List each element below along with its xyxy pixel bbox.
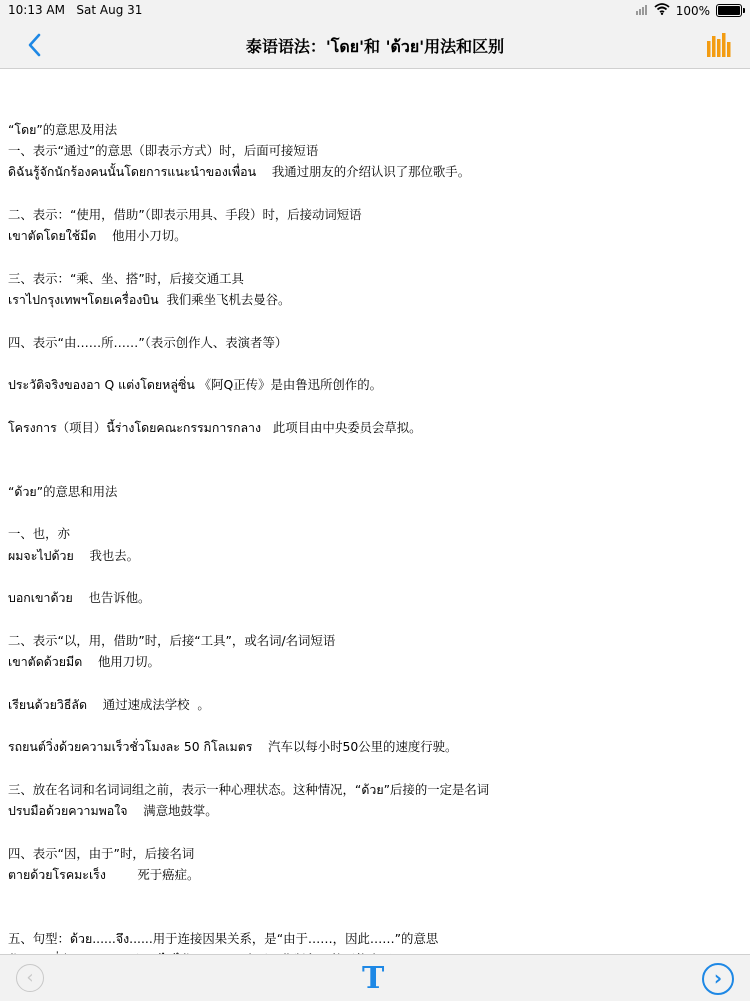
status-time: 10:13 AM Sat Aug 31 — [8, 3, 143, 17]
font-size-button[interactable]: T — [362, 961, 385, 996]
content-line — [8, 502, 742, 523]
content-line — [8, 353, 742, 374]
content-line: 二、表示“以，用，借助”时，后接“工具”，或名词/名词短语 — [8, 632, 336, 648]
content-line: 一、表示“通过”的意思（即表示方式）时，后面可接短语 — [8, 142, 319, 158]
content-line: เรียนด้วยวิธีลัด 通过速成法学校 。 — [8, 696, 210, 712]
content-line — [8, 608, 742, 629]
content-line: ปรบมือด้วยความพอใจ 满意地鼓掌。 — [8, 803, 218, 819]
content-line: 三、表示：“乘、坐、搭”时，后接交通工具 — [8, 270, 244, 286]
wifi-icon — [654, 3, 670, 18]
content-line: ดิฉันรู้จักนักร้องคนนั้นโดยการแนะนำของเพื่อน 我通过朋友的介绍认识了那位歌手。 — [8, 164, 471, 180]
content-line: รถยนต์วิ่งด้วยความเร็วชั่วโมงละ 50 กิโลเมตร 汽车以每小时50公里的速度行驶。 — [8, 739, 458, 755]
content-line — [8, 246, 742, 267]
content-line — [8, 459, 742, 480]
content-line: เขาตัดด้วยมีด 他用刀切。 — [8, 654, 160, 670]
content-line: ตายด้วยโรคมะเร็ง 死于癌症。 — [8, 866, 200, 882]
content-line: บอกเขาด้วย 也告诉他。 — [8, 590, 151, 606]
chevron-right-icon: › — [713, 966, 723, 990]
status-date: Sat Aug 31 — [76, 3, 143, 17]
article-content — [8, 76, 742, 954]
content-line: “ด้วย”的意思和用法 — [8, 483, 118, 499]
page-title: 泰语语法：'โดย'和 'ด้วย'用法和区别 — [245, 37, 505, 56]
article-lines — [8, 119, 742, 954]
content-line — [8, 182, 742, 203]
content-line: 一、也，亦 — [8, 526, 70, 542]
content-line — [8, 821, 742, 842]
content-line: 四、表示“由……所……”（表示创作人、表演者等） — [8, 334, 288, 350]
content-line — [8, 395, 742, 416]
signal-icon — [636, 3, 648, 18]
content-line — [8, 672, 742, 693]
content-line: 四、表示“因，由于”时，后接名词 — [8, 845, 195, 861]
chevron-left-icon: ‹ — [26, 967, 34, 988]
battery-icon — [716, 4, 742, 17]
audio-bars-button[interactable] — [706, 32, 732, 58]
content-line — [8, 438, 742, 459]
content-line — [8, 907, 742, 928]
content-line — [8, 758, 742, 779]
content-line: โครงการ（项目）นี้ร่างโดยคณะกรรมการกลาง 此项目由中央委员会草拟。 — [8, 419, 422, 435]
bar-chart-icon — [706, 32, 732, 58]
content-line: “โดย”的意思及用法 — [8, 121, 118, 137]
battery-percent: 100% — [675, 3, 710, 18]
status-bar — [0, 0, 750, 22]
content-line — [8, 885, 742, 906]
content-line: เขาตัดโดยใช้มีด 他用小刀切。 — [8, 228, 187, 244]
content-line: ผมจะไปด้วย 我也去。 — [8, 547, 140, 563]
status-right — [636, 3, 742, 18]
content-line — [8, 566, 742, 587]
navigation-bar — [0, 22, 750, 69]
previous-button[interactable] — [16, 964, 44, 992]
content-line: 二、表示：“使用，借助”（即表示用具、手段）时，后接动词短语 — [8, 206, 362, 222]
content-line: 五、句型：ด้วย......จึง......用于连接因果关系，是“由于……，因此……”的意思 — [8, 930, 439, 946]
content-line: เราไปกรุงเทพฯโดยเครื่องบิน 我们乘坐飞机去曼谷。 — [8, 291, 291, 307]
content-line — [8, 715, 742, 736]
bottom-toolbar — [0, 954, 750, 1001]
content-line — [8, 310, 742, 331]
content-line: 三、放在名词和名词词组之前，表示一种心理状态。这种情况，“ด้วย”后接的一定是名词 — [8, 781, 490, 797]
next-button[interactable] — [702, 963, 734, 995]
content-line: ประวัติจริงของอา Q แต่งโดยหลู่ซิ่น 《阿Q正传》是由鲁迅所创作的。 — [8, 377, 382, 393]
